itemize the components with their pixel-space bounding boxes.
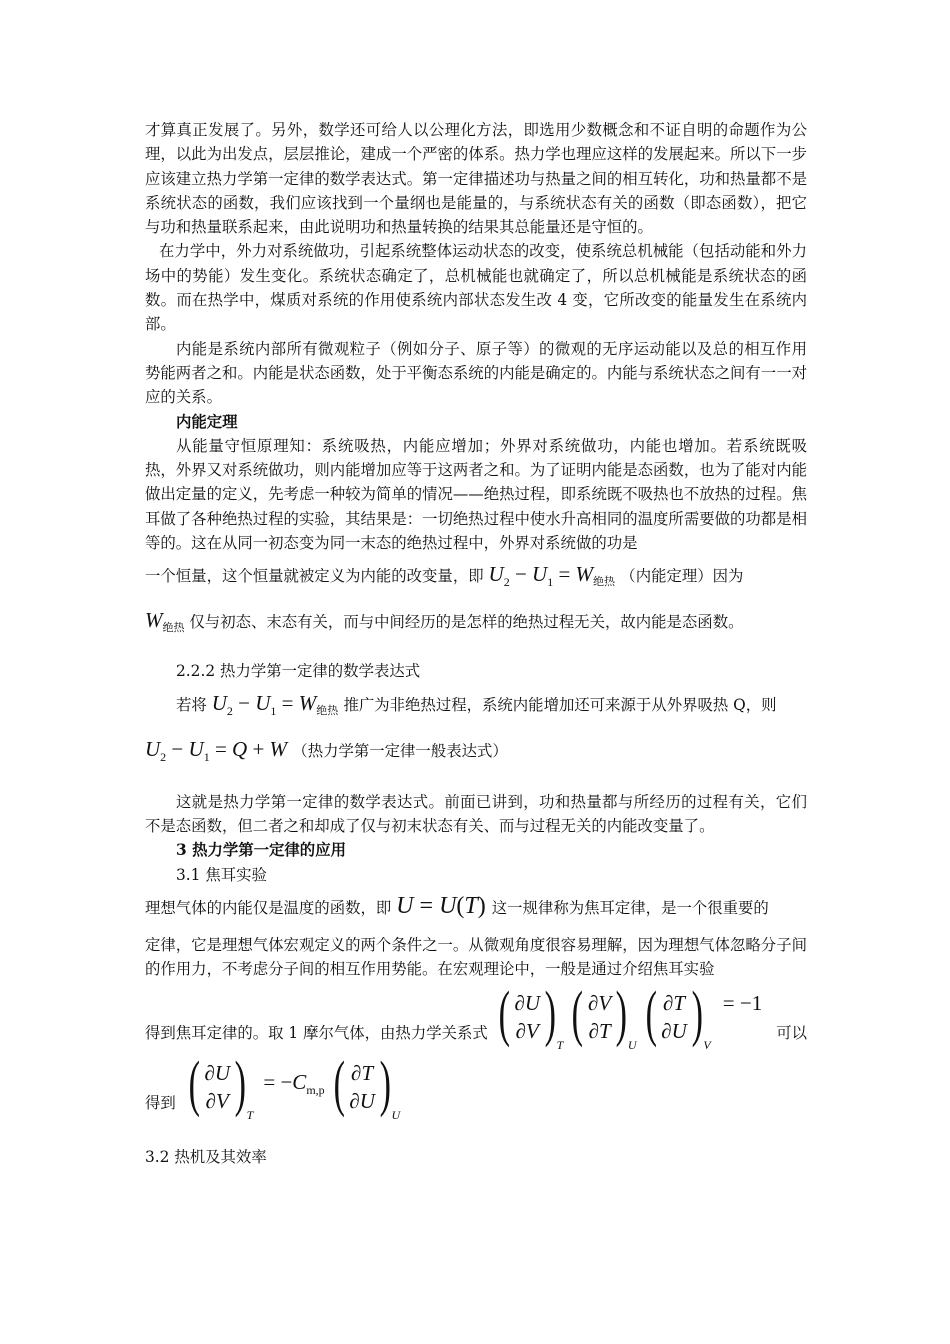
equation-joule-result: ( ∂U ∂V ) $_T$ = $-C_{m,p}$ ( ∂T ∂U ) $_U$ xyxy=(188,1050,401,1123)
paragraph-5-equation: $U_2 - U_1 = Q + W$ （热力学第一定律一般表达式） xyxy=(145,736,508,764)
paragraph-3: 内能是系统内部所有微观粒子（例如分子、原子等）的微观的无序运动能以及总的相互作用势能两者之和。内能是状态函数，处于平衡态系统的内能是确定的。内能与系统状态之间有一一对应的关系。 xyxy=(145,339,807,407)
paragraph-6: 这就是热力学第一定律的数学表达式。前面已讲到，功和热量都与所经历的过程有关，它们不是态函数，但二者之和却成了仅与初末状态有关、而与过程无关的内能改变量了。 xyxy=(145,792,807,835)
section-3-1: 3.1 焦耳实验 xyxy=(176,865,267,884)
section-3-2: 3.2 热机及其效率 xyxy=(145,1148,267,1167)
paragraph-7: 理想气体的内能仅是温度的函数，即 U = U(T) 这一规律称为焦耳定律，是一个很重要的 xyxy=(145,892,769,919)
heading-internal-energy-theorem: 内能定理 xyxy=(176,412,238,431)
paragraph-2: 在力学中，外力对系统做功，引起系统整体运动状态的改变，使系统总机械能（包括动能和外力场中的势能）发生变化。系统状态确定了，总机械能也就确定了，所以总机械能是系统状态的函数。而在热学中，煤质对系统的作用使系统内部状态发生改 4 变，它所改变的能量发生在系统内部。 xyxy=(145,242,807,334)
equation-thermo-relation: ( ∂U ∂V ) $_T$ ( ∂V ∂T ) $_U$ ( ∂T ∂U ) $_V$ = −1 xyxy=(498,980,763,1053)
paragraph-8: 定律，它是理想气体宏观定义的两个条件之一。从微观角度很容易理解，因为理想气体忽略分子间的作用力，不考虑分子间的相互作用势能。在宏观理论中，一般是通过介绍焦耳实验 xyxy=(145,935,807,979)
paragraph-9: 得到焦耳定律的。取 1 摩尔气体，由热力学关系式 ( ∂U ∂V ) $_T$ ( ∂V ∂T ) $_U$ ( ∂T ∂U ) $_V$ = −1 可以 xyxy=(145,980,807,1053)
symbol-w-adiabatic: W绝热 xyxy=(145,608,185,635)
paragraph-4-equation-line: 一个恒量，这个恒量就被定义为内能的改变量，即 $U_2 - U_1 = W$绝热 （内能定理）因为 xyxy=(145,562,744,590)
heading-section-3: 3 热力学第一定律的应用 xyxy=(176,841,346,860)
document-page xyxy=(145,118,807,1169)
paragraph-4-continued: W绝热 仅与初态、末态有关，而与中间经历的是怎样的绝热过程无关，故内能是态函数。 xyxy=(145,608,744,635)
paragraph-5: 若将 $U_2 - U_1 = W$绝热 推广为非绝热过程，系统内能增加还可来源于从外界吸热 Q，则 xyxy=(176,690,777,718)
paragraph-10: 得到 ( ∂U ∂V ) $_T$ = $-C_{m,p}$ ( ∂T ∂U ) $_U$ xyxy=(145,1053,807,1115)
paragraph-4: 从能量守恒原理知：系统吸热，内能应增加；外界对系统做功，内能也增加。若系统既吸热，外界又对系统做功，则内能增加应等于这两者之和。为了证明内能是态函数，也为了能对内能做出定量的定义，先考虑一种较为简单的情况——绝热过程，即系统既不吸热也不放热的过程。焦耳做了各种绝热过程的实验，其结果是：一切绝热过程中使水升高相同的温度所需要做的功都是相等的。这在从同一初态变为同一末态的绝热过程中，外界对系统做的功是 xyxy=(145,436,807,553)
equation-adiabatic: $U_2 - U_1 = W$绝热 xyxy=(211,690,339,718)
equation-first-law: $U_2 - U_1 = Q + W$ xyxy=(145,736,288,764)
equation-joule-law: U = U(T) xyxy=(396,892,486,919)
equation-internal-energy-theorem: $U_2 - U_1 = W$绝热 xyxy=(488,562,616,590)
section-2-2-2: 2.2.2 热力学第一定律的数学表达式 xyxy=(176,662,421,681)
paragraph-1: 才算真正发展了。另外，数学还可给人以公理化方法，即选用少数概念和不证自明的命题作为公理，以此为出发点，层层推论，建成一个严密的体系。热力学也理应这样的发展起来。所以下一步应该建立热力学第一定律的数学表达式。第一定律描述功与热量之间的相互转化，功和热量都不是系统状态的函数，我们应该找到一个量纲也是能量的，与系统状态有关的函数（即态函数），把它与功和热量联系起来，由此说明功和热量转换的结果其总能量还是守恒的。 xyxy=(145,121,807,237)
